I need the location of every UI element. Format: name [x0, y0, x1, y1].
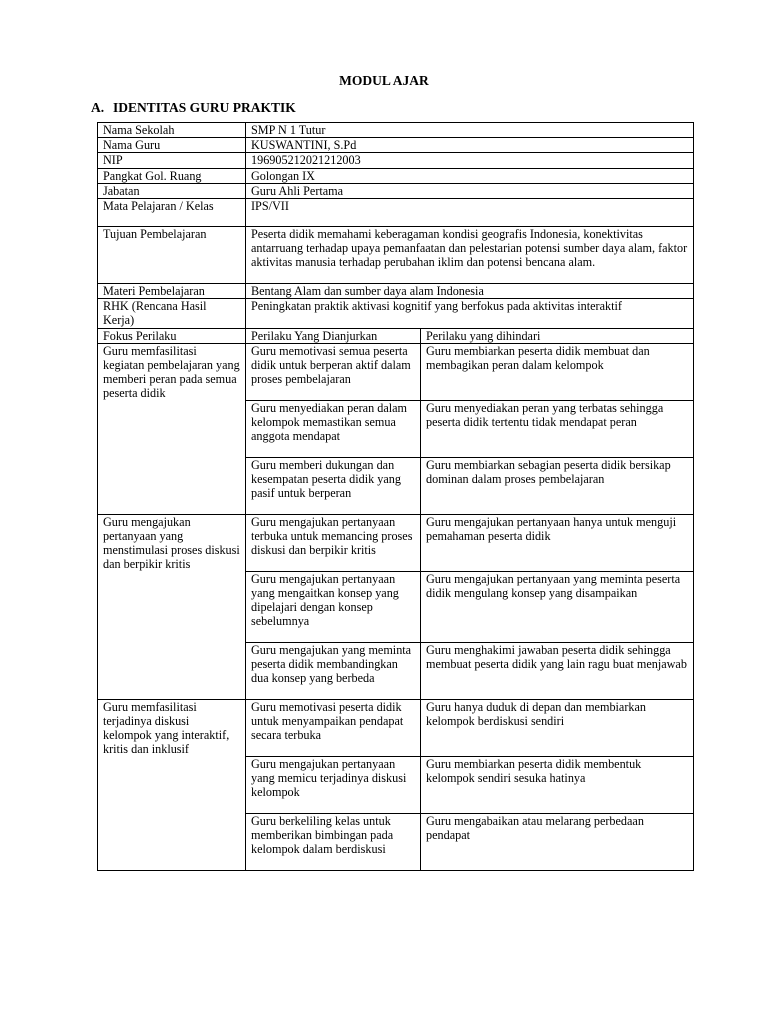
focus-cell: Guru memfasilitasi terjadinya diskusi kelompok yang interaktif, kritis dan inklusif: [98, 699, 246, 870]
row-label: Mata Pelajaran / Kelas: [98, 199, 246, 227]
row-label: Materi Pembelajaran: [98, 284, 246, 299]
document-title: MODUL AJAR: [339, 73, 429, 88]
table-row: [98, 199, 694, 227]
avoided-cell: Guru membiarkan peserta didik membuat dan membagikan peran dalam kelompok: [421, 343, 694, 400]
row-label: Jabatan: [98, 183, 246, 198]
recommended-header: Perilaku Yang Dianjurkan: [246, 328, 421, 343]
avoided-cell: Guru hanya duduk di depan dan membiarkan kelompok berdiskusi sendiri: [421, 699, 694, 756]
focus-header: Fokus Perilaku: [98, 328, 246, 343]
row-label: Tujuan Pembelajaran: [98, 227, 246, 284]
row-value: IPS/VII: [246, 199, 694, 227]
row-label: Pangkat Gol. Ruang: [98, 168, 246, 183]
avoided-cell: Guru menghakimi jawaban peserta didik sehingga membuat peserta didik yang lain ragu buat menjawab: [421, 642, 694, 699]
avoided-cell: Guru membiarkan sebagian peserta didik bersikap dominan dalam proses pembelajaran: [421, 457, 694, 514]
table-row: [98, 284, 694, 299]
section-number: A.: [91, 100, 105, 115]
row-value: KUSWANTINI, S.Pd: [246, 138, 694, 153]
table-row: [98, 343, 694, 400]
row-label: RHK (Rencana Hasil Kerja): [98, 299, 246, 328]
table-row: [98, 138, 694, 153]
section-heading-text: IDENTITAS GURU PRAKTIK: [113, 100, 296, 115]
identity-table: [97, 122, 694, 871]
recommended-cell: Guru memotivasi semua peserta didik untuk berperan aktif dalam proses pembelajaran: [246, 343, 421, 400]
row-label: Nama Guru: [98, 138, 246, 153]
row-value: Golongan IX: [246, 168, 694, 183]
row-value: Peningkatan praktik aktivasi kognitif yang berfokus pada aktivitas interaktif: [246, 299, 694, 328]
table-row: [98, 168, 694, 183]
recommended-cell: Guru mengajukan pertanyaan yang memicu terjadinya diskusi kelompok: [246, 756, 421, 813]
row-value: SMP N 1 Tutur: [246, 123, 694, 138]
row-label: NIP: [98, 153, 246, 168]
focus-cell: Guru memfasilitasi kegiatan pembelajaran yang memberi peran pada semua peserta didik: [98, 343, 246, 514]
row-value: 196905212021212003: [246, 153, 694, 168]
recommended-cell: Guru menyediakan peran dalam kelompok memastikan semua anggota mendapat: [246, 400, 421, 457]
row-label: Nama Sekolah: [98, 123, 246, 138]
avoided-header: Perilaku yang dihindari: [421, 328, 694, 343]
table-row: [98, 153, 694, 168]
avoided-cell: Guru mengajukan pertanyaan yang meminta peserta didik mengulang konsep yang disampaikan: [421, 571, 694, 642]
recommended-cell: Guru mengajukan pertanyaan yang mengaitkan konsep yang dipelajari dengan konsep sebelumnya: [246, 571, 421, 642]
table-row: [98, 123, 694, 138]
avoided-cell: Guru membiarkan peserta didik membentuk kelompok sendiri sesuka hatinya: [421, 756, 694, 813]
section-heading: [91, 100, 296, 116]
behavior-header-row: [98, 328, 694, 343]
recommended-cell: Guru mengajukan pertanyaan terbuka untuk memancing proses diskusi dan berpikir kritis: [246, 514, 421, 571]
avoided-cell: Guru mengabaikan atau melarang perbedaan pendapat: [421, 813, 694, 870]
row-value: Peserta didik memahami keberagaman kondisi geografis Indonesia, konektivitas antarruang terhadap upaya pemanfaatan dan pelestarian potensi sumber daya alam, faktor aktivitas manusia terhadap perubahan iklim dan potensi bencana alam.: [246, 227, 694, 284]
recommended-cell: Guru memotivasi peserta didik untuk menyampaikan pendapat secara terbuka: [246, 699, 421, 756]
table-row: [98, 514, 694, 571]
avoided-cell: Guru menyediakan peran yang terbatas sehingga peserta didik tertentu tidak mendapat peran: [421, 400, 694, 457]
recommended-cell: Guru berkeliling kelas untuk memberikan bimbingan pada kelompok dalam berdiskusi: [246, 813, 421, 870]
recommended-cell: Guru mengajukan yang meminta peserta didik membandingkan dua konsep yang berbeda: [246, 642, 421, 699]
table-row: [98, 183, 694, 198]
row-value: Guru Ahli Pertama: [246, 183, 694, 198]
row-value: Bentang Alam dan sumber daya alam Indonesia: [246, 284, 694, 299]
table-row: [98, 227, 694, 284]
recommended-cell: Guru memberi dukungan dan kesempatan peserta didik yang pasif untuk berperan: [246, 457, 421, 514]
avoided-cell: Guru mengajukan pertanyaan hanya untuk menguji pemahaman peserta didik: [421, 514, 694, 571]
table-row: [98, 299, 694, 328]
table-row: [98, 699, 694, 756]
focus-cell: Guru mengajukan pertanyaan yang menstimulasi proses diskusi dan berpikir kritis: [98, 514, 246, 699]
